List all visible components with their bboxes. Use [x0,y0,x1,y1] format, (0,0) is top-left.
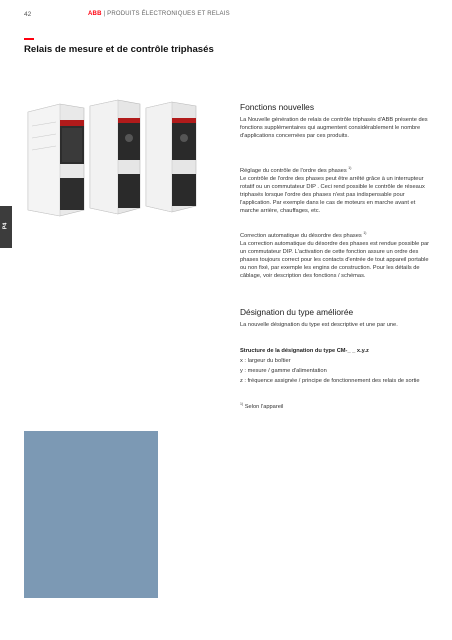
image-placeholder-box [24,431,158,598]
running-header [88,11,230,17]
designation-intro: La nouvelle désignation du type est descriptive et une par une. [240,322,398,328]
phase-sequence-footnote-ref: 1) [348,166,352,170]
footnote-marker: 1) [240,402,244,406]
product-image [24,98,200,218]
footnote-text: Selon l'appareil [244,403,284,410]
designation-heading: Désignation du type améliorée [240,307,354,317]
page-number: 42 [24,11,32,18]
auto-correction-text: La correction automatique du désordre des phases est rendue possible par un commutateur DIP. L'activation de cette fonction assure un ordre des phases toujours correct pour les contacts d'entrée de tout appareil portable ou non fixé, par exemple les engins de construction. Pour les détails de câblage, voir description des fonctions / schémas. [240,241,430,280]
header-separator: | [103,11,108,17]
designation-item-x: x : largeur du boîtier [240,358,291,364]
footnote [240,402,432,411]
features-intro: La Nouvelle génération de relais de contrôle triphasés d'ABB présente des fonctions supplémentaires qui augmentent considérablement le nombre d'applications concernées par ces produits. [240,117,428,140]
phase-sequence-title-text: Réglage du contrôle de l'ordre des phases [240,167,347,174]
designation-structure-title: Structure de la désignation du type CM-_ _ x.y.z [240,348,369,354]
phase-sequence-text: Le contrôle de l'ordre des phases peut être arrêté grâce à un interrupteur rotatif ou un commutateur DIP . Ceci rend possible le contrôle de réseaux triphasés lorsque l'ordre des phases n'est pas indispensable pour l'application. Par exemple dans le cas de moteurs en marche avant et marche arrière, chauffages, etc. [240,176,425,215]
chapter-tab-label: P4 [2,222,9,230]
section-label: PRODUITS ÉLECTRONIQUES ET RELAIS [107,11,230,17]
designation-item-z: z : fréquence assignée / principe de fonctionnement des relais de sortie [240,378,420,384]
relay-left [28,104,84,216]
designation-item-y: y : mesure / gamme d'alimentation [240,368,327,374]
accent-rule [24,38,34,40]
chapter-tab [0,206,12,248]
features-heading: Fonctions nouvelles [240,102,315,112]
auto-correction-footnote-ref: 1) [363,231,367,235]
brand-label: ABB [88,11,102,17]
phase-sequence-title [240,166,432,175]
page-title: Relais de mesure et de contrôle triphasés [24,44,214,55]
auto-correction-title [240,231,432,240]
relay-middle [90,100,140,214]
auto-correction-title-text: Correction automatique du désordre des phases [240,232,362,239]
relay-right [146,102,196,212]
